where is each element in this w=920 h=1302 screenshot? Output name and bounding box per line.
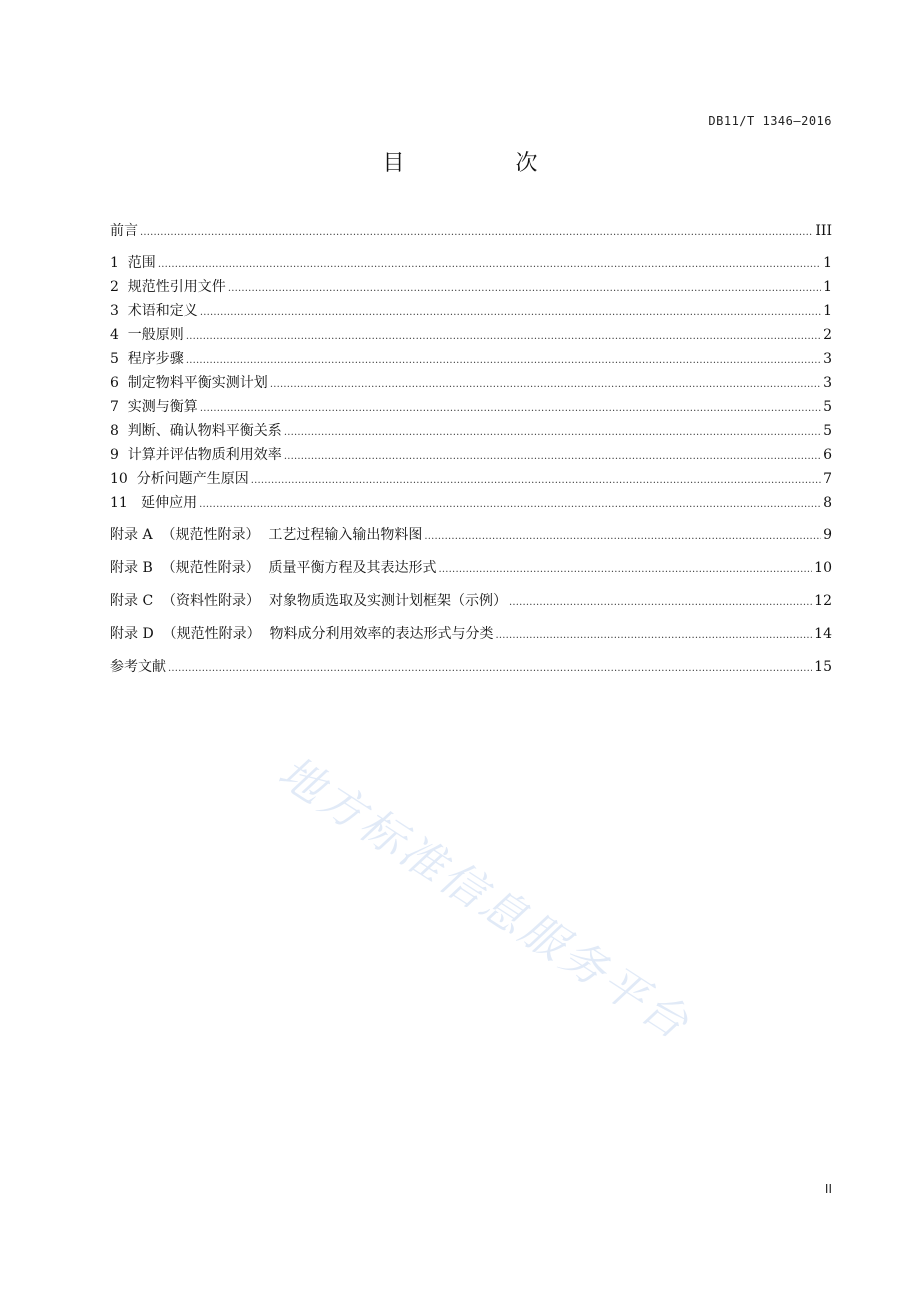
toc-leader-dots — [509, 594, 812, 612]
toc-entry-page: 1 — [823, 279, 832, 295]
toc-entry-annex-d[interactable] — [110, 625, 832, 643]
toc-entry-3[interactable] — [110, 302, 832, 320]
toc-entry-annex-c[interactable] — [110, 592, 832, 610]
toc-entry-label: 附录 A （规范性附录） 工艺过程输入输出物料图 — [110, 527, 423, 543]
toc-entry-label: 5 程序步骤 — [110, 351, 184, 367]
toc-entry-page: 9 — [823, 527, 832, 543]
watermark: 地方标准信息服务平台 — [269, 746, 700, 1051]
toc-entry-page: 7 — [823, 471, 832, 487]
toc-leader-dots — [140, 224, 813, 242]
toc-entry-annex-b[interactable] — [110, 559, 832, 577]
toc-entry-foreword[interactable] — [110, 222, 832, 240]
toc-entry-page: 15 — [814, 659, 832, 675]
toc-leader-dots — [284, 448, 821, 466]
toc-entry-label: 附录 C （资料性附录） 对象物质选取及实测计划框架（示例） — [110, 593, 507, 609]
toc-entry-page: 14 — [814, 626, 832, 642]
toc-entry-label: 前言 — [110, 223, 138, 239]
toc-leader-dots — [200, 400, 821, 418]
toc-entry-label: 9 计算并评估物质利用效率 — [110, 447, 282, 463]
toc-leader-dots — [270, 376, 821, 394]
toc-leader-dots — [200, 304, 821, 322]
toc-entry-7[interactable] — [110, 398, 832, 416]
toc-entry-page: III — [815, 223, 832, 239]
toc-leader-dots — [424, 528, 821, 546]
toc-entry-1[interactable] — [110, 254, 832, 272]
toc-entry-label: 6 制定物料平衡实测计划 — [110, 375, 268, 391]
toc-leader-dots — [158, 256, 821, 274]
toc-entry-label: 附录 B （规范性附录） 质量平衡方程及其表达形式 — [110, 560, 437, 576]
toc-entry-page: 1 — [823, 255, 832, 271]
toc-entry-page: 3 — [823, 375, 832, 391]
toc-entry-label: 7 实测与衡算 — [110, 399, 198, 415]
standard-code: DB11/T 1346—2016 — [708, 114, 832, 128]
toc-entry-4[interactable] — [110, 326, 832, 344]
toc-entry-10[interactable] — [110, 470, 832, 488]
toc-entry-label: 附录 D （规范性附录） 物料成分利用效率的表达形式与分类 — [110, 626, 494, 642]
toc-entry-5[interactable] — [110, 350, 832, 368]
toc-entry-label: 1 范围 — [110, 255, 156, 271]
page-number: II — [824, 1182, 832, 1196]
toc-entry-label: 10 分析问题产生原因 — [110, 471, 249, 487]
toc-entry-page: 12 — [814, 593, 832, 609]
toc-leader-dots — [228, 280, 821, 298]
toc-entry-annex-a[interactable] — [110, 526, 832, 544]
toc-entry-label: 4 一般原则 — [110, 327, 184, 343]
toc-entry-6[interactable] — [110, 374, 832, 392]
toc-leader-dots — [284, 424, 821, 442]
toc-leader-dots — [186, 352, 821, 370]
toc-entry-page: 5 — [823, 399, 832, 415]
toc-entry-label: 8 判断、确认物料平衡关系 — [110, 423, 282, 439]
toc-entry-page: 2 — [823, 327, 832, 343]
toc-entry-page: 6 — [823, 447, 832, 463]
toc-entry-page: 10 — [814, 560, 832, 576]
toc-leader-dots — [186, 328, 821, 346]
toc-entry-bibliography[interactable] — [110, 658, 832, 676]
toc-leader-dots — [439, 561, 813, 579]
toc-leader-dots — [495, 627, 812, 645]
table-of-contents — [110, 222, 832, 691]
toc-entry-2[interactable] — [110, 278, 832, 296]
toc-entry-label: 11 延伸应用 — [110, 495, 198, 511]
toc-entry-11[interactable] — [110, 494, 832, 512]
toc-entry-label: 3 术语和定义 — [110, 303, 198, 319]
toc-entry-page: 3 — [823, 351, 832, 367]
page-title: 目 次 — [382, 151, 590, 176]
toc-entry-page: 1 — [823, 303, 832, 319]
toc-entry-label: 2 规范性引用文件 — [110, 279, 226, 295]
toc-entry-page: 5 — [823, 423, 832, 439]
toc-entry-9[interactable] — [110, 446, 832, 464]
toc-entry-page: 8 — [823, 495, 832, 511]
toc-entry-label: 参考文献 — [110, 659, 166, 675]
toc-entry-8[interactable] — [110, 422, 832, 440]
toc-leader-dots — [251, 472, 821, 490]
toc-leader-dots — [168, 660, 812, 678]
toc-leader-dots — [199, 496, 821, 514]
